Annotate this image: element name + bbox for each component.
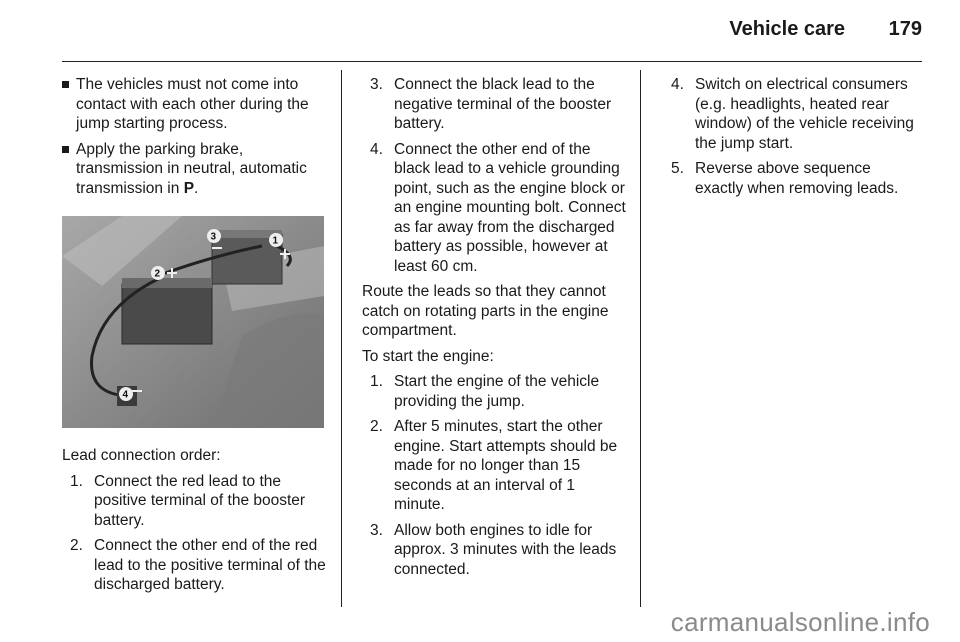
callout-4: 4 (122, 389, 129, 401)
bullet-square-icon (62, 146, 69, 153)
park-gear-letter: P (183, 179, 195, 197)
bullet-item: The vehicles must not come into contact with each other during the jump starting process. (62, 75, 327, 134)
column-divider-2 (640, 70, 641, 607)
list-item: 5. Reverse above sequence exactly when removing leads. (671, 160, 899, 197)
list-item: 3. Connect the black lead to the negative terminal of the booster battery. (370, 76, 612, 132)
callout-1: 1 (272, 235, 279, 247)
list-item: 1. Connect the red lead to the positive terminal of the booster battery. (70, 472, 306, 529)
list-item: 2. Connect the other end of the red lead to the positive terminal of the discharged battery. (70, 537, 326, 593)
list-item: 4. Switch on electrical consumers (e.g. headlights, heated rear window) of the vehicle receiving the jump start. (671, 76, 914, 152)
column-2 (362, 75, 627, 585)
battery-jump-figure (62, 216, 324, 428)
column-1 (62, 75, 327, 601)
section-title: Vehicle care (729, 18, 846, 40)
lead-order-heading: Lead connection order: (62, 447, 221, 464)
bullet-item: Apply the parking brake, transmission in neutral, automatic transmission in P. (62, 140, 327, 199)
start-engine-heading: To start the engine: (362, 347, 494, 365)
column-3 (663, 75, 923, 204)
bullet-square-icon (62, 81, 69, 88)
callout-3: 3 (210, 231, 217, 243)
page-header (729, 18, 922, 41)
list-item: 1. Start the engine of the vehicle providing the jump. (370, 373, 600, 410)
watermark: carmanualsonline.info (670, 607, 930, 637)
route-paragraph: Route the leads so that they cannot catch on rotating parts in the engine compartment. (362, 283, 609, 339)
callout-2: 2 (154, 268, 161, 280)
list-item: 4. Connect the other end of the black lead to a vehicle grounding point, such as the engine block or an engine mounting bolt. Connect as far away from the discharged battery as possible, however at least 60 cm. (370, 140, 626, 275)
header-rule (62, 61, 922, 62)
list-item: 2. After 5 minutes, start the other engine. Start attempts should be made for no longer than 15 seconds at an interval of 1 minute. (370, 418, 618, 513)
list-item: 3. Allow both engines to idle for approx. 3 minutes with the leads connected. (370, 521, 617, 578)
page-number: 179 (888, 18, 922, 40)
engine-bay-illustration (62, 216, 324, 428)
column-divider-1 (341, 70, 342, 607)
